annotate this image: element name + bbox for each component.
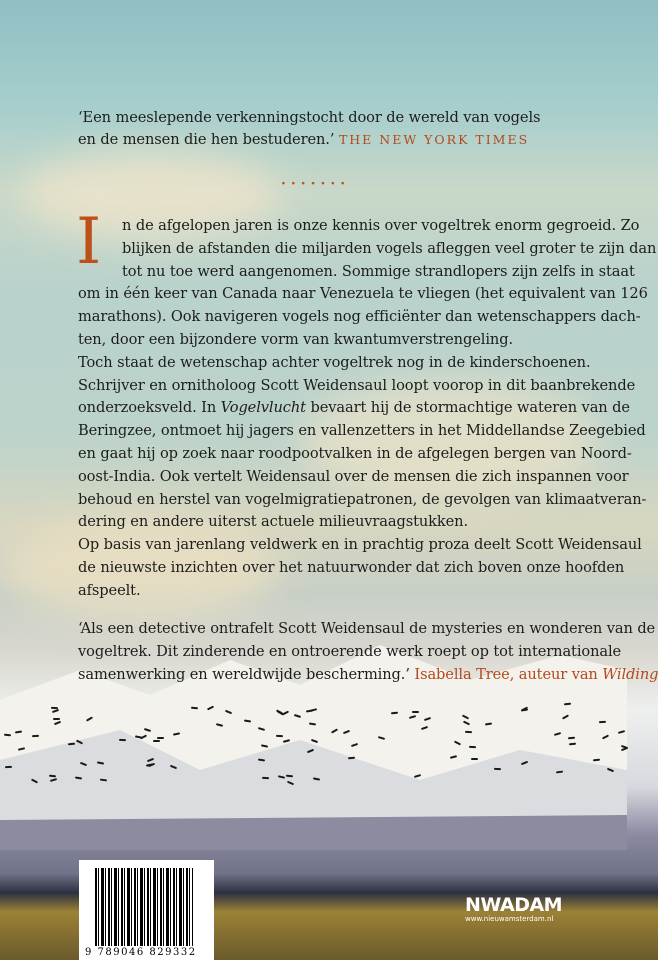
body-line: oost-India. Ook vertelt Weidensaul over de mensen die zich inspannen voor xyxy=(78,467,629,485)
drop-cap: I xyxy=(76,205,102,279)
body-line: Beringzee, ontmoet hij jagers en vallenzetters in het Middellandse Zeegebied xyxy=(78,422,646,440)
bird-silhouette xyxy=(53,718,60,720)
quote-source: THE NEW YORK TIMES xyxy=(338,132,530,147)
isbn-number: 9 789046 829332 xyxy=(85,947,197,958)
quote-source: Isabella Tree, auteur van xyxy=(414,666,603,683)
body-line: ten, door een bijzondere vorm van kwantumverstrengeling. xyxy=(78,331,513,348)
body-line: dering en andere uiterst actuele milieuvraagstukken. xyxy=(78,513,469,531)
body-line: om in één keer van Canada naar Venezuela te vliegen (het equivalent van 126 xyxy=(78,285,648,303)
body-text-span: onderzoeksveld. In xyxy=(78,399,221,417)
bird-silhouette xyxy=(4,733,11,736)
body-text-span: bevaart hij de stormachtige wateren van de xyxy=(305,399,630,417)
quote-line xyxy=(78,129,529,151)
second-quote-line: ‘Als een detective ontrafelt Scott Weidensaul de mysteries en wonderen van de xyxy=(78,620,656,637)
publisher-name: NWADAM xyxy=(465,894,563,916)
bird-silhouette xyxy=(599,721,606,723)
bird-silhouette xyxy=(119,738,126,740)
book-title: Vogelvlucht xyxy=(220,399,306,417)
body-line: n de afgelopen jaren is onze kennis over vogeltrek enorm gegroeid. Zo xyxy=(122,217,640,234)
body-line: en gaat hij op zoek naar roodpootvalken in de afgelegen bergen van Noord- xyxy=(78,445,632,462)
body-line xyxy=(78,397,630,419)
bird-silhouette xyxy=(471,758,478,760)
separator-dots: ······· xyxy=(281,176,351,192)
publisher-url: www.nieuwamsterdam.nl xyxy=(465,915,554,923)
body-line: behoud en herstel van vogelmigratiepatronen, de gevolgen van klimaatveran- xyxy=(78,490,647,508)
bird-silhouette xyxy=(32,734,39,736)
bird-silhouette xyxy=(261,776,268,778)
bird-silhouette xyxy=(5,765,12,767)
body-line: Op basis van jarenlang veldwerk en in prachtig proza deelt Scott Weidensaul xyxy=(78,536,642,554)
body-line: Schrijver en ornitholoog Scott Weidensaul loopt voorop in dit baanbrekende xyxy=(78,376,636,394)
barcode xyxy=(79,860,214,960)
quote-line: ‘Een meeslepende verkenningstocht door de wereld van vogels xyxy=(78,109,541,126)
bird-silhouette xyxy=(157,737,164,739)
bird-silhouette xyxy=(286,774,293,777)
quote-text: samenwerking en wereldwijde bescherming.’ xyxy=(78,666,415,683)
body-line: Toch staat de wetenschap achter vogeltrek nog in de kinderschoenen. xyxy=(78,353,591,371)
body-line: blijken de afstanden die miljarden vogels afleggen veel groter te zijn dan xyxy=(122,239,657,257)
second-quote-line: vogeltrek. Dit zinderende en ontroerende werk roept op tot internationale xyxy=(78,643,622,660)
body-line: tot nu toe werd aangenomen. Sommige strandlopers zijn zelfs in staat xyxy=(122,262,635,280)
quote-text: en de mensen die hen bestuderen.’ xyxy=(78,131,335,148)
body-line: marathons). Ook navigeren vogels nog efficiënter dan wetenschappers dach- xyxy=(78,308,641,326)
publisher-logo xyxy=(465,895,562,924)
body-line: afspeelt. xyxy=(78,581,141,599)
bird-silhouette xyxy=(100,778,107,781)
body-line: de nieuwste inzichten over het natuurwonder dat zich boven onze hoofden xyxy=(78,559,625,576)
quote-source-book: Wilding xyxy=(602,666,658,683)
barcode-bars xyxy=(95,868,193,946)
second-quote-line xyxy=(78,664,658,686)
bird-silhouette xyxy=(412,711,419,713)
